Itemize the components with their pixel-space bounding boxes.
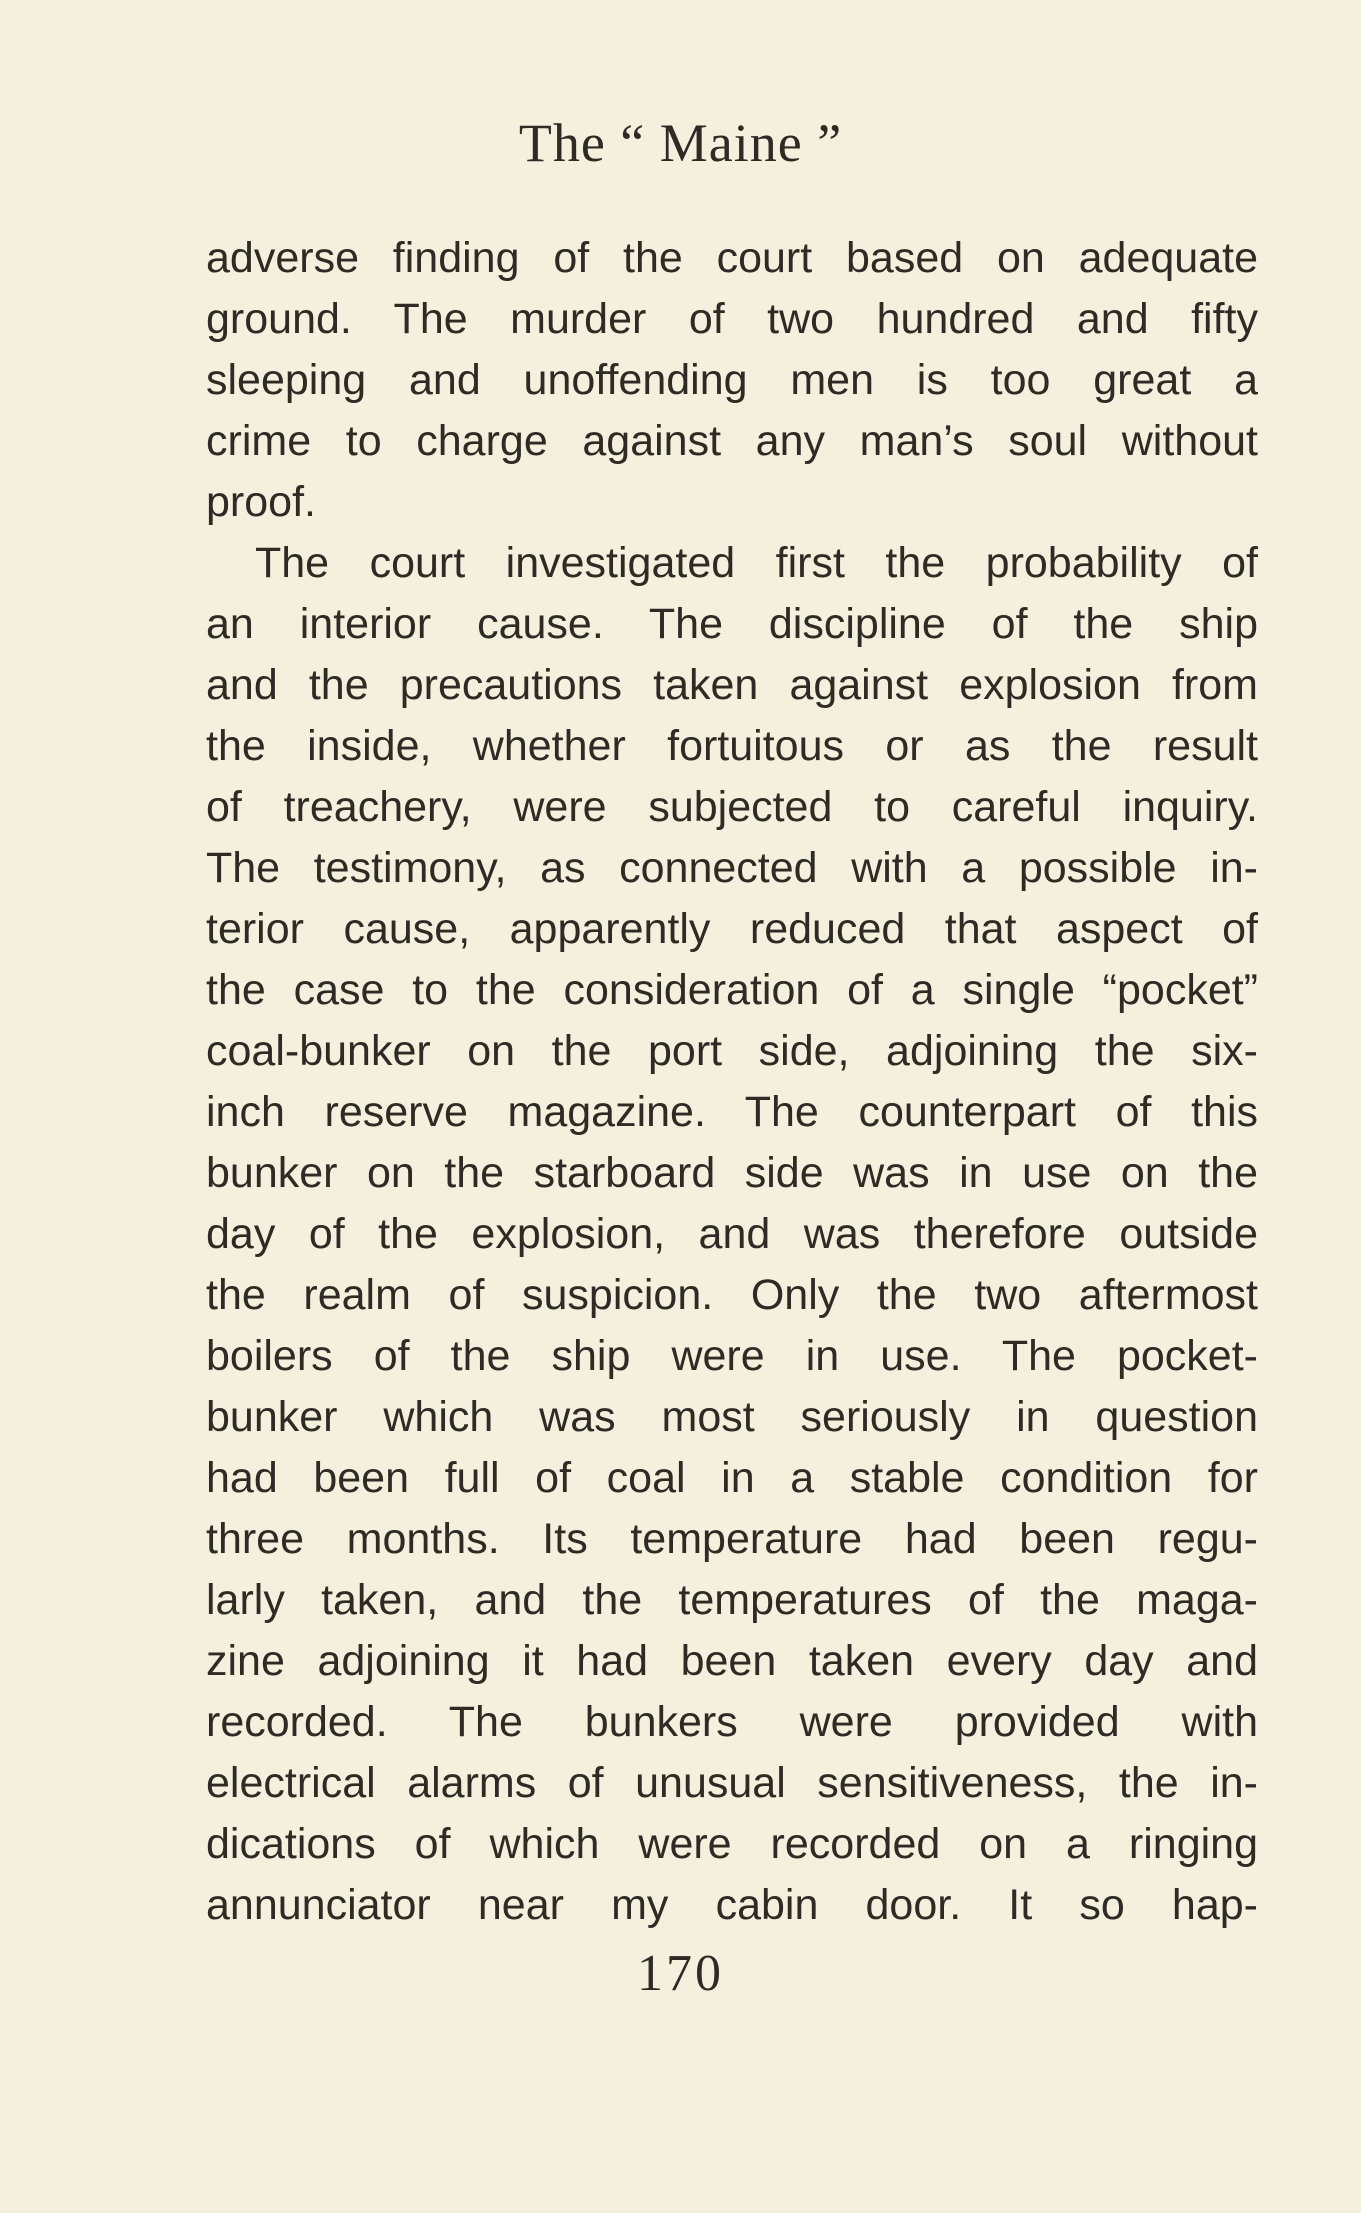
- text-line: zine adjoining it had been taken every day and: [206, 1637, 1258, 1685]
- text-line: annunciator near my cabin door. It so hap-: [206, 1881, 1258, 1929]
- text-line: recorded. The bunkers were provided with: [206, 1698, 1258, 1746]
- text-line: coal-bunker on the port side, adjoining the six-: [206, 1027, 1258, 1075]
- text-line: dications of which were recorded on a ringing: [206, 1820, 1258, 1868]
- text-line: bunker which was most seriously in question: [206, 1393, 1258, 1441]
- text-line: inch reserve magazine. The counterpart of this: [206, 1088, 1258, 1136]
- text-line: electrical alarms of unusual sensitiveness, the in-: [206, 1759, 1258, 1807]
- text-line: three months. Its temperature had been regu-: [206, 1515, 1258, 1563]
- text-line: had been full of coal in a stable condition for: [206, 1454, 1258, 1502]
- text-line: crime to charge against any man’s soul without: [206, 417, 1258, 465]
- text-line: larly taken, and the temperatures of the maga-: [206, 1576, 1258, 1624]
- text-line: bunker on the starboard side was in use on the: [206, 1149, 1258, 1197]
- text-line: an interior cause. The discipline of the ship: [206, 600, 1258, 648]
- text-line: sleeping and unoffending men is too great a: [206, 356, 1258, 404]
- text-line: of treachery, were subjected to careful inquiry.: [206, 783, 1258, 831]
- text-line: the inside, whether fortuitous or as the result: [206, 722, 1258, 770]
- page-number: 170: [637, 1945, 724, 2002]
- text-line: proof.: [206, 478, 316, 526]
- text-line: day of the explosion, and was therefore outside: [206, 1210, 1258, 1258]
- text-line: boilers of the ship were in use. The pocket-: [206, 1332, 1258, 1380]
- text-line: the case to the consideration of a single “pocket”: [206, 966, 1258, 1014]
- text-line: terior cause, apparently reduced that aspect of: [206, 905, 1258, 953]
- running-head: The “ Maine ”: [518, 113, 843, 173]
- text-line: adverse finding of the court based on adequate: [206, 234, 1258, 282]
- text-line: and the precautions taken against explosion from: [206, 661, 1258, 709]
- text-line: The testimony, as connected with a possible in-: [206, 844, 1258, 892]
- text-line: ground. The murder of two hundred and fifty: [206, 295, 1258, 343]
- text-line: The court investigated first the probability of: [255, 539, 1258, 587]
- body-text: [206, 228, 1258, 1936]
- text-line: the realm of suspicion. Only the two aftermost: [206, 1271, 1258, 1319]
